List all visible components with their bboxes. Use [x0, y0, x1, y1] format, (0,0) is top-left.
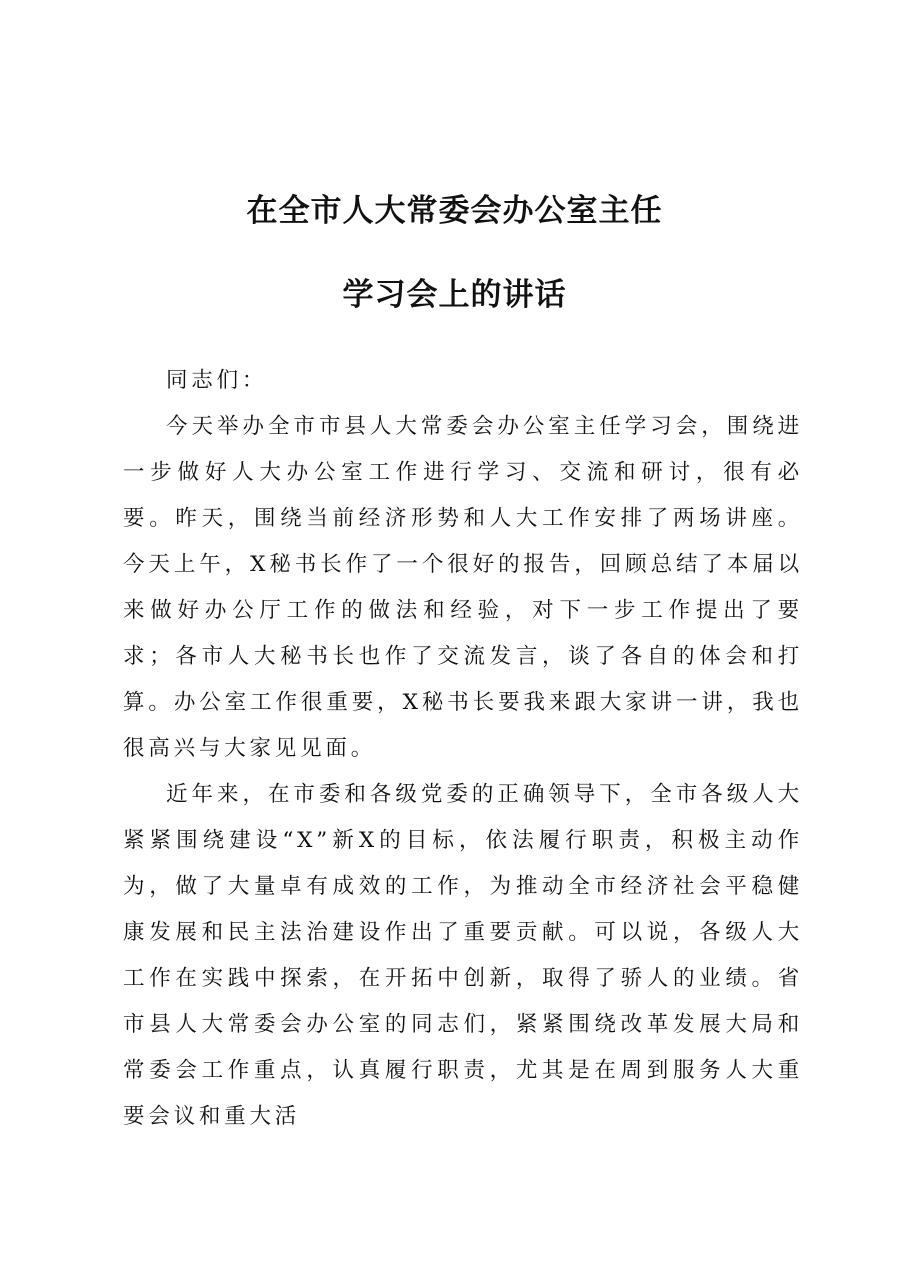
paragraph-1: 今天举办全市市县人大常委会办公室主任学习会，围绕进一步做好人大办公室工作进行学习、交流和研讨，很有必要。昨天，围绕当前经济形势和人大工作安排了两场讲座。今天上午，X秘书长作了一个很好的报告，回顾总结了本届以来做好办公厅工作的做法和经验，对下一步工作提出了要求；各市人大秘书长也作了交流发言，谈了各自的体会和打算。办公室工作很重要，X秘书长要我来跟大家讲一讲，我也很高兴与大家见见面。 [123, 414, 803, 761]
document-title-line-1: 在全市人大常委会办公室主任 [246, 193, 663, 229]
document-body [123, 358, 803, 1140]
salutation: 同志们： [166, 368, 268, 393]
paragraph-2: 近年来，在市委和各级党委的正确领导下，全市各级人大紧紧围绕建设“X”新X的目标，依法履行职责，积极主动作为，做了大量卓有成效的工作，为推动全市经济社会平稳健康发展和民主法治建设作出了重要贡献。可以说，各级人大工作在实践中探索，在开拓中创新，取得了骄人的业绩。省市县人大常委会办公室的同志们，紧紧围绕改革发展大局和常委会工作重点，认真履行职责，尤其是在周到服务人大重要会议和重大活 [123, 782, 803, 1129]
document-title-line-2: 学习会上的讲话 [342, 277, 567, 313]
